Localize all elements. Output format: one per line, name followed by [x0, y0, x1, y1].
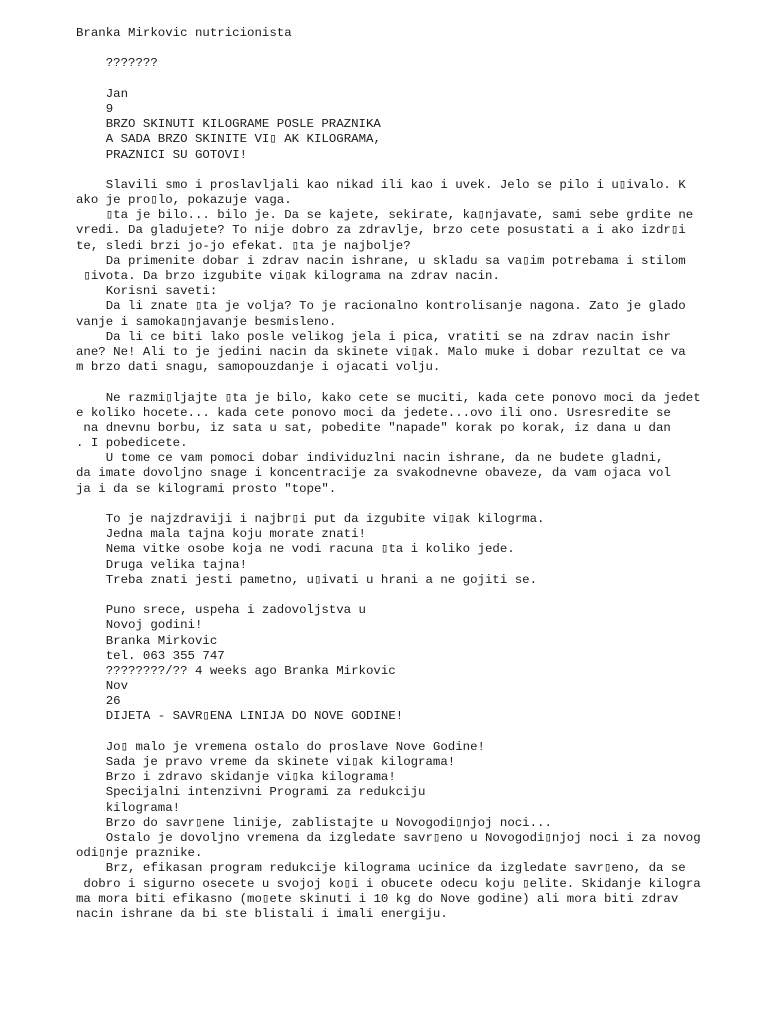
text-line: Da li ce biti lako posle velikog jela i pica, vratiti se na zdrav nacin ishr: [76, 329, 671, 344]
text-line: Treba znati jesti pametno, u▯ivati u hrani a ne gojiti se.: [76, 572, 538, 587]
text-line: te, sledi brzi jo-jo efekat. ▯ta je najbolje?: [76, 238, 411, 253]
text-line: Novoj godini!: [76, 618, 203, 633]
text-line: Sada je pravo vreme da skinete vi▯ak kilograma!: [76, 755, 456, 769]
text-line: ja i da se kilogrami prosto "tope".: [76, 481, 337, 496]
text-line: odi▯nje praznike.: [76, 846, 203, 861]
text-line: Specijalni intenzivni Programi za redukciju: [76, 785, 426, 800]
text-line: Ostalo je dovoljno vremena da izgledate savr▯eno u Novogodi▯njoj noci i za novog: [76, 830, 701, 845]
blank-line: [76, 72, 756, 87]
text-line: Brzo i zdravo skidanje vi▯ka kilograma!: [76, 770, 396, 785]
text-line: Korisni saveti:: [76, 284, 218, 299]
text-line: PRAZNICI SU GOTOVI!: [76, 147, 248, 162]
text-line: Da primenite dobar i zdrav nacin ishrane, u skladu sa va▯im potrebama i stilom: [76, 253, 686, 268]
text-line: m brzo dati snagu, samopouzdanje i ojacati volju.: [76, 360, 441, 375]
text-line: Brzo do savr▯ene linije, zablistajte u Novogodi▯njoj noci...: [76, 815, 552, 830]
text-line: 26: [76, 694, 121, 709]
document-page: [76, 26, 756, 922]
text-line: Jedna mala tajna koju morate znati!: [76, 527, 366, 542]
text-line: vredi. Da gladujete? To nije dobro za zdravlje, brzo cete posustati a i ako izdr▯i: [76, 223, 686, 238]
text-line: dobro i sigurno osecete u svojoj ko▯i i obucete odecu koju ▯elite. Skidanje kilogra: [76, 876, 701, 891]
text-line: Puno srece, uspeha i zadovoljstva u: [76, 603, 366, 618]
text-line: ma mora biti efikasno (mo▯ete skinuti i 10 kg do Nove godine) ali mora biti zdrav: [76, 891, 679, 906]
text-line: Druga velika tajna!: [76, 557, 248, 572]
text-line: da imate dovoljno snage i koncentracije za svakodnevne obaveze, da vam ojaca vol: [76, 466, 671, 481]
text-line: ????????/?? 4 weeks ago Branka Mirkovic: [76, 663, 396, 678]
text-line: U tome ce vam pomoci dobar individuzlni nacin ishrane, da ne budete gladni,: [76, 451, 664, 466]
blank-line: [76, 725, 756, 740]
text-line: vanje i samoka▯njavanje besmisleno.: [76, 314, 337, 329]
text-line: Brz, efikasan program redukcije kilograma ucinice da izgledate savr▯eno, da se: [76, 861, 686, 876]
text-line: ako je pro▯lo, pokazuje vaga.: [76, 193, 292, 208]
text-line: BRZO SKINUTI KILOGRAME POSLE PRAZNIKA: [76, 117, 381, 132]
text-line: 9: [76, 101, 114, 116]
text-line: ▯ta je bilo... bilo je. Da se kajete, sekirate, ka▯njavate, sami sebe grdite ne: [76, 208, 694, 223]
text-line: . I pobedicete.: [76, 436, 188, 451]
text-line: nacin ishrane da bi ste blistali i imali energiju.: [76, 906, 448, 921]
text-line: To je najzdraviji i najbr▯i put da izgubite vi▯ak kilogrma.: [76, 512, 545, 526]
blank-line: [76, 375, 756, 390]
text-line: Jo▯ malo je vremena ostalo do proslave Nove Godine!: [76, 739, 485, 754]
text-line: DIJETA - SAVR▯ENA LINIJA DO NOVE GODINE!: [76, 709, 404, 724]
text-line: Branka Mirkovic nutricionista: [76, 26, 292, 40]
text-line: Branka Mirkovic: [76, 633, 218, 648]
blank-line: [76, 163, 756, 178]
text-line: Ne razmi▯ljajte ▯ta je bilo, kako cete se muciti, kada cete ponovo moci da jedet: [76, 390, 701, 405]
blank-line: [76, 588, 756, 603]
blank-line: [76, 497, 756, 512]
text-line: kilograma!: [76, 800, 181, 815]
blank-line: [76, 41, 756, 56]
text-line: na dnevnu borbu, iz sata u sat, pobedite "napade" korak po korak, iz dana u dan: [76, 420, 671, 435]
text-line: ane? Ne! Ali to je jedini nacin da skinete vi▯ak. Malo muke i dobar rezultat ce va: [76, 344, 686, 359]
text-line: e koliko hocete... kada cete ponovo moci da jedete...ovo ili ono. Usresredite se: [76, 405, 671, 420]
text-line: tel. 063 355 747: [76, 648, 225, 663]
text-line: ???????: [76, 56, 158, 71]
text-line: Jan: [76, 86, 129, 101]
text-line: Nov: [76, 679, 129, 694]
text-line: ▯ivota. Da brzo izgubite vi▯ak kilograma na zdrav nacin.: [76, 269, 500, 283]
text-line: Da li znate ▯ta je volja? To je racionalno kontrolisanje nagona. Zato je glado: [76, 299, 686, 314]
text-line: Slavili smo i proslavljali kao nikad ili kao i uvek. Jelo se pilo i u▯ivalo. K: [76, 177, 686, 192]
text-line: A SADA BRZO SKINITE VI▯ AK KILOGRAMA,: [76, 132, 381, 147]
text-line: Nema vitke osobe koja ne vodi racuna ▯ta i koliko jede.: [76, 542, 515, 557]
